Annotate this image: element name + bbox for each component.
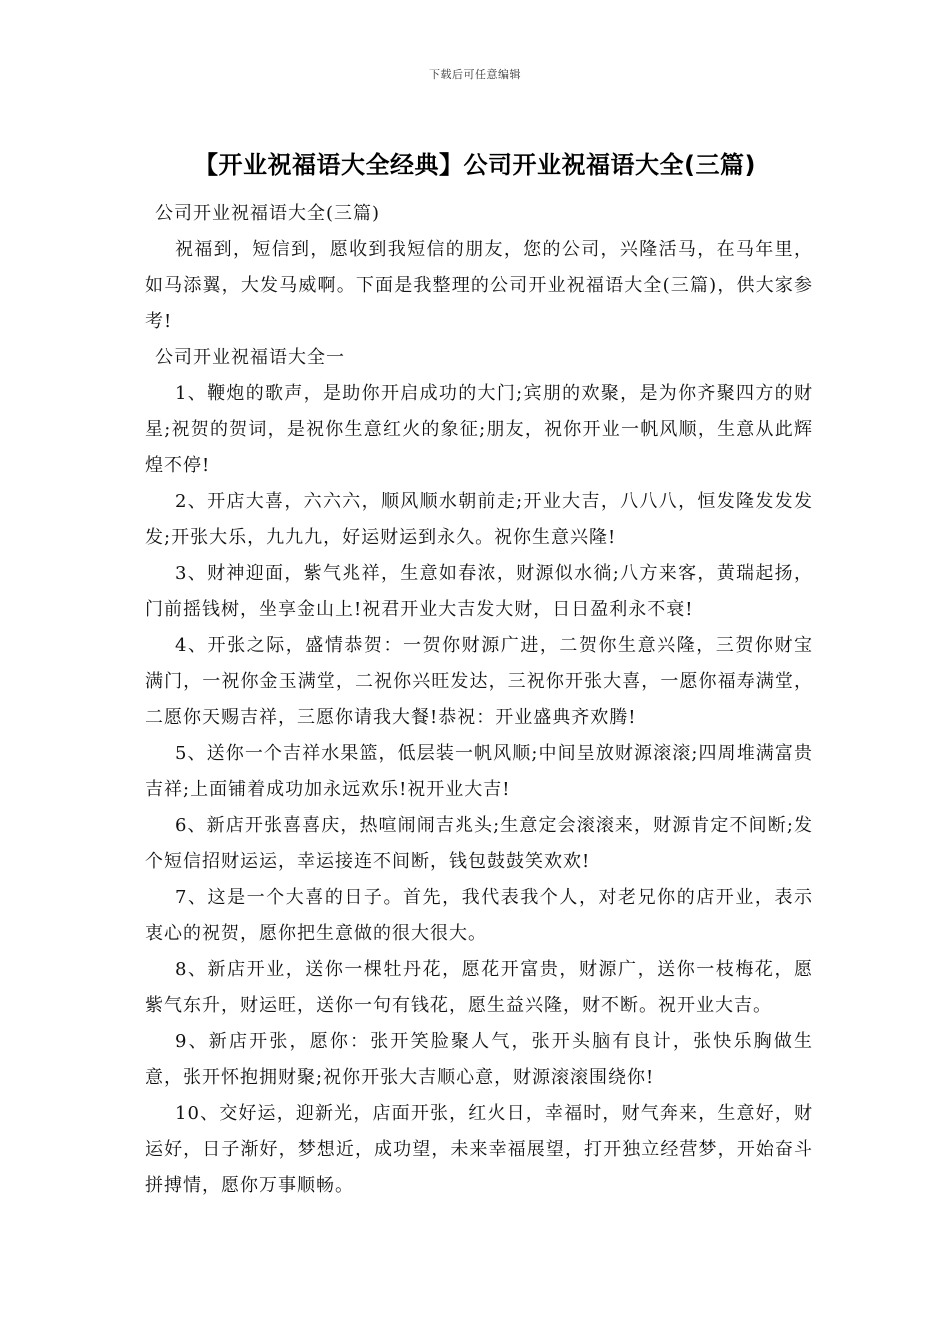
section-heading: 公司开业祝福语大全一 [155, 347, 345, 368]
document-subtitle: 公司开业祝福语大全(三篇) [155, 203, 381, 224]
list-item: 8、新店开业，送你一棵牡丹花，愿花开富贵，财源广，送你一枝梅花，愿紫气东升，财运旺，送你一句有钱花，愿生益兴隆，财不断。祝开业大吉。 [145, 959, 813, 1016]
list-item: 6、新店开张喜喜庆，热喧闹闹吉兆头;生意定会滚滚来，财源肯定不间断;发个短信招财运运，幸运接连不间断，钱包鼓鼓笑欢欢! [145, 815, 813, 872]
list-item: 7、这是一个大喜的日子。首先，我代表我个人，对老兄你的店开业，表示衷心的祝贺，愿你把生意做的很大很大。 [145, 887, 813, 944]
list-item: 3、财神迎面，紫气兆祥，生意如春浓，财源似水徜;八方来客，黄瑞起扬，门前摇钱树，坐享金山上!祝君开业大吉发大财，日日盈利永不衰! [145, 563, 813, 620]
intro-paragraph: 祝福到，短信到，愿收到我短信的朋友，您的公司，兴隆活马，在马年里，如马添翼，大发马威啊。下面是我整理的公司开业祝福语大全(三篇)，供大家参考! [145, 239, 813, 332]
document-body [145, 196, 813, 1204]
list-item: 4、开张之际，盛情恭贺：一贺你财源广进，二贺你生意兴隆，三贺你财宝满门，一祝你金玉满堂，二祝你兴旺发达，三祝你开张大喜，一愿你福寿满堂，二愿你天赐吉祥，三愿你请我大餐!恭祝：开业盛典齐欢腾! [145, 635, 813, 728]
header-note: 下载后可任意编辑 [429, 68, 521, 81]
list-item: 2、开店大喜，六六六，顺风顺水朝前走;开业大吉，八八八，恒发隆发发发发;开张大乐，九九九，好运财运到永久。祝你生意兴隆! [145, 491, 813, 548]
document-title: 【开业祝福语大全经典】公司开业祝福语大全(三篇) [194, 151, 756, 179]
list-item: 1、鞭炮的歌声，是助你开启成功的大门;宾朋的欢聚，是为你齐聚四方的财星;祝贺的贺词，是祝你生意红火的象征;朋友，祝你开业一帆风顺，生意从此辉煌不停! [145, 383, 813, 476]
list-item: 9、新店开张，愿你：张开笑脸聚人气，张开头脑有良计，张快乐胸做生意，张开怀抱拥财聚;祝你开张大吉顺心意，财源滚滚围绕你! [145, 1031, 813, 1088]
list-item: 10、交好运，迎新光，店面开张，红火日，幸福时，财气奔来，生意好，财运好，日子渐好，梦想近，成功望，未来幸福展望，打开独立经营梦，开始奋斗拼搏情，愿你万事顺畅。 [145, 1103, 813, 1196]
list-item: 5、送你一个吉祥水果篮，低层装一帆风顺;中间呈放财源滚滚;四周堆满富贵吉祥;上面铺着成功加永远欢乐!祝开业大吉! [145, 743, 813, 800]
